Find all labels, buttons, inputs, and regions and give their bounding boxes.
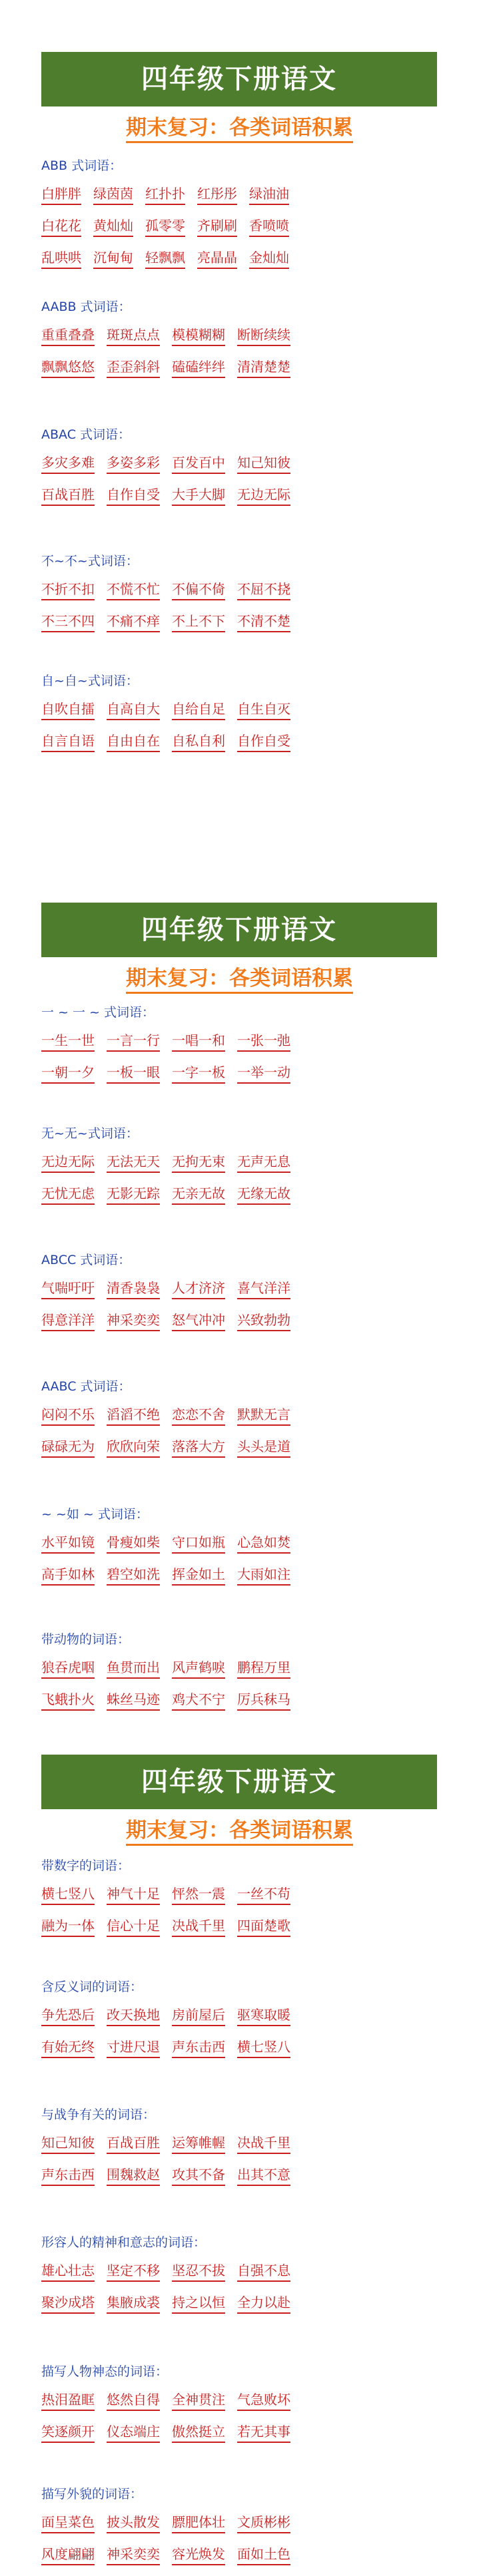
word-item: 运筹帷幄: [172, 2133, 225, 2154]
section-title: 一 ~ 一 ~ 式词语：: [41, 1005, 155, 1020]
word-item: 无法无天: [107, 1152, 160, 1173]
word-item: 闷闷不乐: [41, 1404, 95, 1426]
word-item: 一生一世: [41, 1030, 95, 1052]
word-section: [41, 672, 441, 763]
word-item: 磕磕绊绊: [172, 357, 225, 378]
word-item: 坚忍不拔: [172, 2260, 225, 2282]
word-item: 头头是道: [237, 1436, 290, 1458]
word-item: 乱哄哄: [41, 248, 81, 269]
section-title: 描写外貌的词语：: [41, 2487, 143, 2501]
word-section: [41, 426, 441, 517]
word-item: 全力以赴: [237, 2292, 290, 2314]
word-item: 围魏救赵: [107, 2165, 160, 2186]
word-row: [41, 216, 441, 240]
word-section: [41, 1978, 441, 2069]
page-subtitle: [0, 1817, 479, 1844]
word-item: 无声无息: [237, 1152, 290, 1173]
word-row: [41, 1532, 441, 1556]
word-item: 落落大方: [172, 1436, 225, 1458]
word-item: 轻飘飘: [145, 248, 185, 269]
word-item: 面如土色: [237, 2544, 290, 2565]
word-item: 自由自在: [107, 731, 160, 752]
word-item: 攻其不备: [172, 2165, 225, 2186]
word-section: [41, 1004, 441, 1094]
word-row: [41, 579, 441, 603]
section-title: 自~自~式词语：: [41, 674, 139, 688]
word-item: 横七竖八: [237, 2037, 290, 2058]
word-item: 一唱一和: [172, 1030, 225, 1052]
word-row: [41, 1183, 441, 1207]
word-item: 孤零零: [145, 216, 185, 237]
word-item: 声东击西: [172, 2037, 225, 2058]
section-title: 带数字的词语：: [41, 1858, 131, 1873]
section-title: ABCC 式词语：: [41, 1253, 131, 1267]
word-item: 争先恐后: [41, 2005, 95, 2026]
word-section: [41, 2363, 441, 2454]
word-row: [41, 1404, 441, 1428]
page-subtitle: [0, 965, 479, 992]
page-banner: 四年级下册语文: [41, 1755, 437, 1809]
word-item: 绿茵茵: [93, 184, 133, 205]
page-subtitle: [0, 114, 479, 141]
word-section: [41, 157, 441, 280]
word-item: 沉甸甸: [93, 248, 133, 269]
word-item: 红彤彤: [197, 184, 237, 205]
word-item: 骨瘦如柴: [107, 1532, 160, 1554]
word-item: 香喷喷: [249, 216, 289, 237]
word-item: 大手大脚: [172, 485, 225, 506]
word-item: 蛛丝马迹: [107, 1689, 160, 1711]
word-item: 决战千里: [237, 2133, 290, 2154]
page-subtitle-text: 期末复习：各类词语积累: [126, 1819, 353, 1846]
section-title: 无~无~式词语：: [41, 1126, 139, 1141]
word-item: 不折不扣: [41, 579, 95, 600]
word-item: 水平如镜: [41, 1532, 95, 1554]
word-row: [41, 1657, 441, 1681]
word-item: 齐刷刷: [197, 216, 237, 237]
word-row: [41, 1564, 441, 1588]
word-item: 厉兵秣马: [237, 1689, 290, 1711]
word-row: [41, 2005, 441, 2029]
word-item: 一丝不苟: [237, 1884, 290, 1905]
page-subtitle-text: 期末复习：各类词语积累: [126, 116, 353, 143]
word-row: [41, 611, 441, 635]
word-item: 飘飘悠悠: [41, 357, 95, 378]
word-row: [41, 2037, 441, 2061]
word-item: 声东击西: [41, 2165, 95, 2186]
word-item: 风声鹤唳: [172, 1657, 225, 1679]
word-item: 披头散发: [107, 2512, 160, 2533]
word-item: 飞蛾扑火: [41, 1689, 95, 1711]
word-item: 横七竖八: [41, 1884, 95, 1905]
word-row: [41, 2512, 441, 2536]
word-item: 碌碌无为: [41, 1436, 95, 1458]
word-item: 高手如林: [41, 1564, 95, 1586]
word-item: 一朝一夕: [41, 1062, 95, 1084]
word-section: [41, 1125, 441, 1215]
word-item: 房前屋后: [172, 2005, 225, 2026]
word-item: 绿油油: [249, 184, 289, 205]
word-item: 寸进尺退: [107, 2037, 160, 2058]
word-item: 无拘无束: [172, 1152, 225, 1173]
word-item: 大雨如注: [237, 1564, 290, 1586]
word-item: 不慌不忙: [107, 579, 160, 600]
word-item: 斑斑点点: [107, 325, 160, 346]
word-item: 无亲无故: [172, 1183, 225, 1205]
word-item: 改天换地: [107, 2005, 160, 2026]
word-section: [41, 1631, 441, 1721]
section-title: 带动物的词语：: [41, 1632, 131, 1647]
word-item: 多灾多难: [41, 453, 95, 474]
word-item: 自高自大: [107, 699, 160, 720]
word-item: 雄心壮志: [41, 2260, 95, 2282]
word-item: 知己知彼: [41, 2133, 95, 2154]
word-item: 一板一眼: [107, 1062, 160, 1084]
section-title: 形容人的精神和意志的词语：: [41, 2235, 207, 2250]
word-row: [41, 248, 441, 272]
page-banner: 四年级下册语文: [41, 903, 437, 957]
word-item: 鸡犬不宁: [172, 1689, 225, 1711]
word-row: [41, 1689, 441, 1713]
word-item: 信心十足: [107, 1916, 160, 1937]
word-item: 文质彬彬: [237, 2512, 290, 2533]
word-item: 红扑扑: [145, 184, 185, 205]
word-item: 悠然自得: [107, 2390, 160, 2411]
word-row: [41, 1884, 441, 1908]
word-item: 不上不下: [172, 611, 225, 632]
word-row: [41, 2390, 441, 2414]
word-item: 多姿多彩: [107, 453, 160, 474]
word-item: 出其不意: [237, 2165, 290, 2186]
word-item: 歪歪斜斜: [107, 357, 160, 378]
word-row: [41, 184, 441, 208]
word-item: 傲然挺立: [172, 2422, 225, 2443]
word-section: [41, 2485, 441, 2576]
word-section: [41, 552, 441, 643]
word-item: 膘肥体壮: [172, 2512, 225, 2533]
section-title: ABB 式词语：: [41, 158, 123, 173]
word-item: 无缘无故: [237, 1183, 290, 1205]
word-item: 挥金如土: [172, 1564, 225, 1586]
word-item: 面呈菜色: [41, 2512, 95, 2533]
word-item: 重重叠叠: [41, 325, 95, 346]
word-item: 神采奕奕: [107, 2544, 160, 2565]
word-item: 一字一板: [172, 1062, 225, 1084]
word-section: [41, 1251, 441, 1342]
word-row: [41, 2133, 441, 2157]
word-row: [41, 1916, 441, 1940]
word-row: [41, 1062, 441, 1086]
word-row: [41, 1310, 441, 1334]
word-item: 鱼贯而出: [107, 1657, 160, 1679]
word-item: 不痛不痒: [107, 611, 160, 632]
word-row: [41, 2422, 441, 2446]
word-item: 百战百胜: [107, 2133, 160, 2154]
word-item: 决战千里: [172, 1916, 225, 1937]
word-row: [41, 453, 441, 477]
word-item: 喜气洋洋: [237, 1278, 290, 1299]
word-item: 自言自语: [41, 731, 95, 752]
word-item: 恋恋不舍: [172, 1404, 225, 1426]
word-section: [41, 1378, 441, 1468]
word-item: 一张一弛: [237, 1030, 290, 1052]
word-item: 自作自受: [237, 731, 290, 752]
word-section: [41, 1857, 441, 1948]
word-item: 聚沙成塔: [41, 2292, 95, 2314]
word-item: 若无其事: [237, 2422, 290, 2443]
word-item: 断断续续: [237, 325, 290, 346]
word-item: 神采奕奕: [107, 1310, 160, 1331]
word-item: 神气十足: [107, 1884, 160, 1905]
word-item: 无边无际: [237, 485, 290, 506]
word-item: 怒气冲冲: [172, 1310, 225, 1331]
word-section: [41, 1506, 441, 1596]
word-item: 知己知彼: [237, 453, 290, 474]
word-row: [41, 485, 441, 509]
word-item: 人才济济: [172, 1278, 225, 1299]
word-item: 百战百胜: [41, 485, 95, 506]
word-item: 无忧无虑: [41, 1183, 95, 1205]
page-subtitle-text: 期末复习：各类词语积累: [126, 966, 353, 994]
word-row: [41, 731, 441, 755]
word-item: 白花花: [41, 216, 81, 237]
word-item: 自给自足: [172, 699, 225, 720]
word-item: 一举一动: [237, 1062, 290, 1084]
section-title: AABC 式词语：: [41, 1379, 131, 1394]
word-row: [41, 357, 441, 381]
word-item: 四面楚歌: [237, 1916, 290, 1937]
word-item: 不清不楚: [237, 611, 290, 632]
word-item: 不偏不倚: [172, 579, 225, 600]
word-item: 自作自受: [107, 485, 160, 506]
word-item: 自强不息: [237, 2260, 290, 2282]
section-title: ~ ~如 ~ 式词语：: [41, 1507, 149, 1522]
word-item: 有始无终: [41, 2037, 95, 2058]
word-item: 守口如瓶: [172, 1532, 225, 1554]
word-item: 集腋成裘: [107, 2292, 160, 2314]
word-item: 不三不四: [41, 611, 95, 632]
word-item: 白胖胖: [41, 184, 81, 205]
word-row: [41, 1030, 441, 1054]
word-item: 自生自灭: [237, 699, 290, 720]
word-row: [41, 1436, 441, 1460]
word-section: [41, 298, 441, 389]
word-item: 默默无言: [237, 1404, 290, 1426]
word-item: 得意洋洋: [41, 1310, 95, 1331]
word-item: 仪态端庄: [107, 2422, 160, 2443]
word-item: 坚定不移: [107, 2260, 160, 2282]
section-title: 含反义词的词语：: [41, 1980, 143, 1994]
word-item: 容光焕发: [172, 2544, 225, 2565]
word-item: 融为一体: [41, 1916, 95, 1937]
word-item: 自私自利: [172, 731, 225, 752]
word-item: 兴致勃勃: [237, 1310, 290, 1331]
word-item: 一言一行: [107, 1030, 160, 1052]
section-title: ABAC 式词语：: [41, 427, 131, 442]
word-section: [41, 2106, 441, 2197]
word-section: [41, 2234, 441, 2324]
word-item: 无影无踪: [107, 1183, 160, 1205]
word-item: 自吹自擂: [41, 699, 95, 720]
word-row: [41, 2292, 441, 2316]
word-row: [41, 2165, 441, 2189]
word-item: 气喘吁吁: [41, 1278, 95, 1299]
word-item: 鹏程万里: [237, 1657, 290, 1679]
section-title: AABB 式词语：: [41, 300, 131, 314]
word-item: 狼吞虎咽: [41, 1657, 95, 1679]
word-item: 全神贯注: [172, 2390, 225, 2411]
word-item: 滔滔不绝: [107, 1404, 160, 1426]
word-item: 模模糊糊: [172, 325, 225, 346]
word-item: 金灿灿: [249, 248, 289, 269]
section-title: 与战争有关的词语：: [41, 2107, 156, 2122]
section-title: 描写人物神态的词语：: [41, 2364, 169, 2379]
word-row: [41, 1278, 441, 1302]
word-item: 笑逐颜开: [41, 2422, 95, 2443]
word-row: [41, 2544, 441, 2568]
word-item: 碧空如洗: [107, 1564, 160, 1586]
word-item: 清清楚楚: [237, 357, 290, 378]
word-item: 黄灿灿: [93, 216, 133, 237]
word-item: 欣欣向荣: [107, 1436, 160, 1458]
word-item: 持之以恒: [172, 2292, 225, 2314]
page-banner: 四年级下册语文: [41, 52, 437, 107]
word-item: 不屈不挠: [237, 579, 290, 600]
word-item: 百发百中: [172, 453, 225, 474]
word-row: [41, 1152, 441, 1176]
word-item: 风度翩翩: [41, 2544, 95, 2565]
word-item: 热泪盈眶: [41, 2390, 95, 2411]
word-item: 怦然一震: [172, 1884, 225, 1905]
section-title: 不~不~式词语：: [41, 554, 139, 568]
word-item: 驱寒取暖: [237, 2005, 290, 2026]
word-row: [41, 699, 441, 723]
word-item: 亮晶晶: [197, 248, 237, 269]
word-item: 清香袅袅: [107, 1278, 160, 1299]
word-item: 心急如焚: [237, 1532, 290, 1554]
word-item: 无边无际: [41, 1152, 95, 1173]
word-item: 气急败坏: [237, 2390, 290, 2411]
word-row: [41, 325, 441, 349]
word-row: [41, 2260, 441, 2284]
